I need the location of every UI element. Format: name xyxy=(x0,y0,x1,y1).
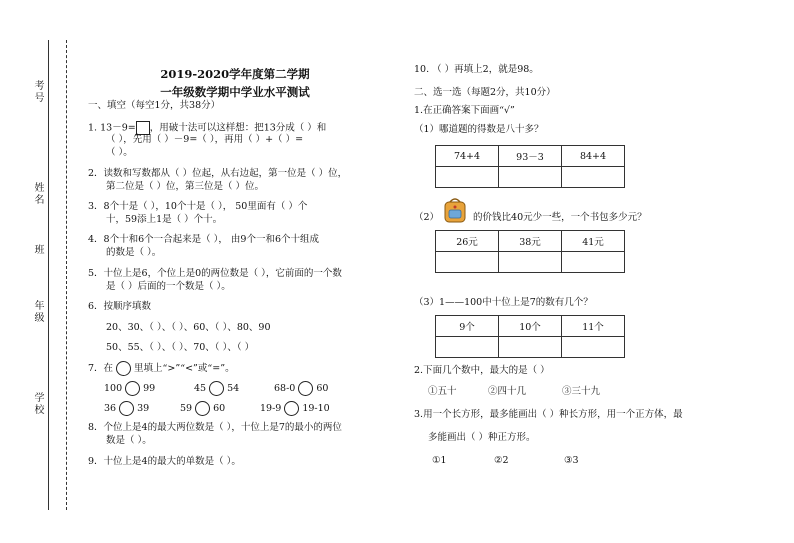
compare-left: 45 xyxy=(194,383,207,394)
option-3[interactable]: ③3 xyxy=(564,455,579,466)
label-school: 学校 xyxy=(32,392,43,416)
q10: 10. （ ）再填上2，就是98。 xyxy=(414,64,539,75)
answer-box[interactable] xyxy=(136,121,150,135)
table-cell: 84+4 xyxy=(562,146,625,167)
label-class: 班 xyxy=(32,244,43,256)
s3-line2: 多能画出（ ）种正方形。 xyxy=(428,432,536,443)
q2-line1: 2．读数和写数都从（ ）位起，从右边起，第一位是（ ）位， xyxy=(88,168,348,179)
s3-line1: 3.用一个长方形，最多能画出（ ）种长方形，用一个正方体，最 xyxy=(414,409,683,420)
compare-right: 60 xyxy=(316,383,329,394)
exam-title-line2: 一年级数学期中学业水平测试 xyxy=(160,85,310,99)
compare-circle[interactable] xyxy=(298,381,313,396)
exam-title-line1: 2019-2020学年度第二学期 xyxy=(160,67,310,81)
q1-eq: 13－9= xyxy=(100,122,136,134)
q3-line1: 3．8个十是（ ），10个十是（ ）， 50里面有（ ）个 xyxy=(88,201,308,212)
cut-line xyxy=(66,40,67,510)
s1b-post: 的价钱比40元少一些，一个书包多少元？ xyxy=(473,212,647,223)
s1c-question: （3）1——100中十位上是7的数有几个？ xyxy=(414,297,593,308)
table-cell: 74+4 xyxy=(436,146,499,167)
q1-line1 xyxy=(88,121,326,135)
q8-line2: 数是（ ）。 xyxy=(106,435,152,446)
table-cell: 9个 xyxy=(436,316,499,337)
q7-pre: 7．在 xyxy=(88,363,114,374)
q5-line1: 5．十位上是6，个位上是0的两位数是（ ），它前面的一个数 xyxy=(88,268,342,279)
s1a-question: （1）哪道题的得数是八十多？ xyxy=(414,124,544,135)
margin-line xyxy=(48,40,49,510)
section1-heading: 一、填空（每空1分，共38分） xyxy=(88,100,221,111)
q8-line1: 8．个位上是4的最大两位数是（ ），十位上是7的最小的两位 xyxy=(88,422,342,433)
table-3 xyxy=(435,315,625,358)
q1-line3: （ ）。 xyxy=(106,147,133,158)
q7-post: 里填上“>”“<”或“=”。 xyxy=(134,363,235,374)
section2-heading: 二、选一选（每题2分，共10分） xyxy=(414,87,556,98)
s2-question: 2.下面几个数中，最大的是（ ） xyxy=(414,365,550,376)
compare-circle[interactable] xyxy=(284,401,299,416)
label-exam-number: 考号 xyxy=(32,80,43,104)
answer-cell[interactable] xyxy=(436,337,499,358)
q1-line2: （ ），先用（ ）－9=（ ），再用（ ）+（ ）= xyxy=(106,134,304,145)
q4-line2: 的数是（ ）。 xyxy=(106,247,162,258)
table-cell: 38元 xyxy=(499,231,562,252)
q1-num: 1. xyxy=(88,122,98,134)
q6-line2: 20、30、（ ）、（ ）、60、（ ）、80、90 xyxy=(106,322,271,333)
option-3[interactable]: ③三十九 xyxy=(562,386,601,397)
q1-text: ，用破十法可以这样想：把13分成（ ）和 xyxy=(149,122,327,134)
compare-right: 19-10 xyxy=(302,403,330,414)
q4-line1: 4．8个十和6个一合起来是（ ）， 由9个一和6个十组成 xyxy=(88,234,320,245)
answer-cell[interactable] xyxy=(499,337,562,358)
answer-cell[interactable] xyxy=(562,167,625,188)
compare-right: 99 xyxy=(143,383,156,394)
table-cell: 26元 xyxy=(436,231,499,252)
s2-options xyxy=(428,386,600,398)
answer-cell[interactable] xyxy=(499,252,562,273)
compare-left: 68-0 xyxy=(274,383,296,394)
compare-right: 54 xyxy=(227,383,240,394)
s3-options xyxy=(432,455,579,467)
answer-cell[interactable] xyxy=(562,337,625,358)
q7-row2 xyxy=(104,401,330,416)
s1-instruction: 1.在正确答案下面画“√” xyxy=(414,105,515,116)
q2-line2: 第二位是（ ）位，第三位是（ ）位。 xyxy=(106,181,265,192)
label-grade: 年级 xyxy=(32,300,43,324)
option-2[interactable]: ②四十几 xyxy=(488,386,527,397)
s1b-pre: （2） xyxy=(414,212,440,223)
option-1[interactable]: ①五十 xyxy=(428,386,457,397)
answer-cell[interactable] xyxy=(436,252,499,273)
table-cell: 93－3 xyxy=(499,146,562,167)
q5-line2: 是（ ）后面的一个数是（ ）。 xyxy=(106,281,231,292)
compare-left: 19-9 xyxy=(260,403,282,414)
compare-right: 60 xyxy=(213,403,226,414)
compare-circle[interactable] xyxy=(195,401,210,416)
q7-row1 xyxy=(104,381,328,396)
option-2[interactable]: ②2 xyxy=(494,455,509,466)
q6-line3: 50、55、（ ）、（ ）、70、（ ）、（ ） xyxy=(106,342,255,353)
label-name: 姓名 xyxy=(32,182,43,206)
table-cell: 11个 xyxy=(562,316,625,337)
compare-circle[interactable] xyxy=(125,381,140,396)
q3-line2: 十，59添上1是（ ）个十。 xyxy=(106,214,223,225)
answer-cell[interactable] xyxy=(562,252,625,273)
compare-circle[interactable] xyxy=(209,381,224,396)
answer-cell[interactable] xyxy=(436,167,499,188)
schoolbag-icon xyxy=(442,196,468,224)
compare-left: 100 xyxy=(104,383,123,394)
compare-circle[interactable] xyxy=(116,361,131,376)
q6-line1: 6．按顺序填数 xyxy=(88,301,152,312)
table-cell: 41元 xyxy=(562,231,625,252)
option-1[interactable]: ①1 xyxy=(432,455,447,466)
answer-cell[interactable] xyxy=(499,167,562,188)
compare-left: 36 xyxy=(104,403,117,414)
table-cell: 10个 xyxy=(499,316,562,337)
q7-line1 xyxy=(88,361,235,376)
compare-right: 39 xyxy=(137,403,150,414)
table-2 xyxy=(435,230,625,273)
compare-circle[interactable] xyxy=(119,401,134,416)
compare-left: 59 xyxy=(180,403,193,414)
table-1 xyxy=(435,145,625,188)
q9-line1: 9．十位上是4的最大的单数是（ ）。 xyxy=(88,456,241,467)
